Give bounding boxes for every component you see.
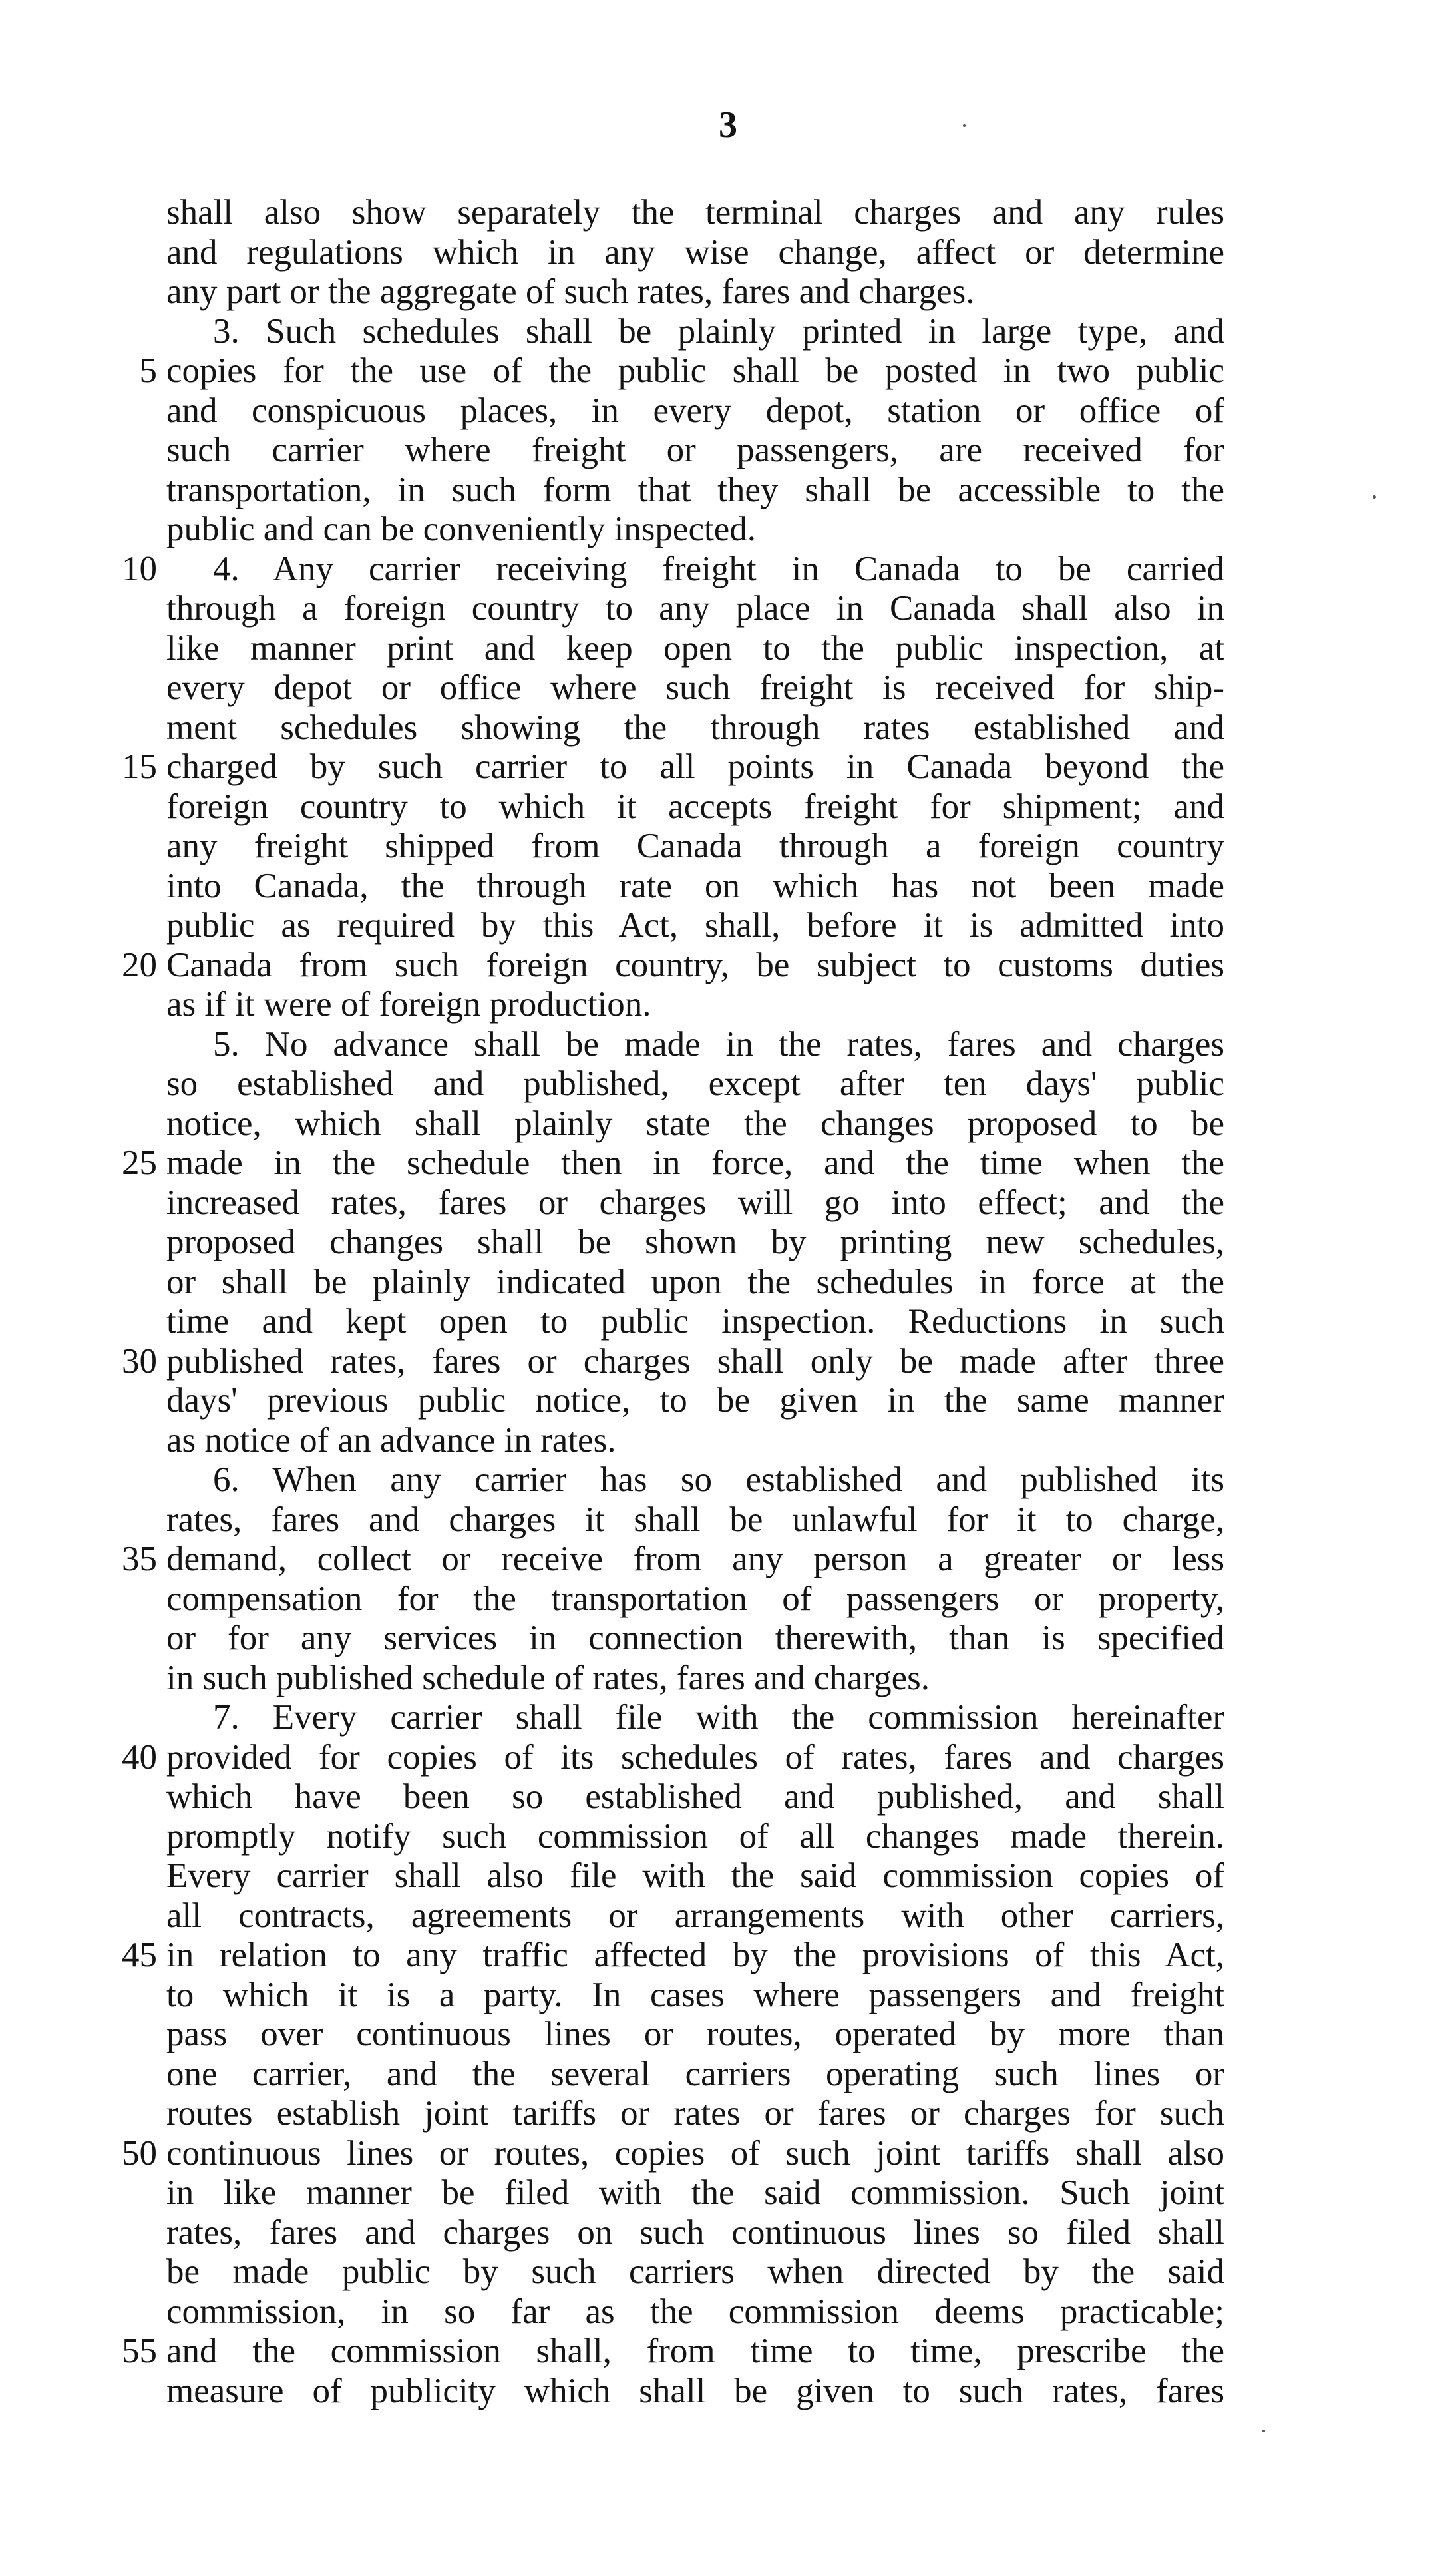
- text-line: 5. No advance shall be made in the rates, fares and charges: [213, 1024, 1224, 1064]
- text-line: one carrier, and the several carriers operating such lines or: [166, 2054, 1224, 2093]
- text-line: as notice of an advance in rates.: [166, 1420, 616, 1460]
- text-line: Every carrier shall also file with the said commission copies of: [166, 1856, 1224, 1895]
- text-line: published rates, fares or charges shall only be made after three: [166, 1341, 1224, 1381]
- text-line: compensation for the transportation of passengers or property,: [166, 1579, 1224, 1618]
- text-line: promptly notify such commission of all changes made therein.: [166, 1816, 1224, 1856]
- text-line: 4. Any carrier receiving freight in Canada to be carried: [213, 549, 1224, 588]
- text-line: pass over continuous lines or routes, operated by more than: [166, 2015, 1224, 2053]
- text-line: ment schedules showing the through rates established and: [166, 708, 1224, 747]
- text-line: as if it were of foreign production.: [166, 985, 651, 1024]
- line-number: 35: [122, 1540, 157, 1578]
- text-line: and conspicuous places, in every depot, station or office of: [166, 391, 1224, 430]
- line-number: 50: [122, 2133, 157, 2173]
- text-line: all contracts, agreements or arrangements with other carriers,: [166, 1896, 1224, 1935]
- speck-mark: [963, 124, 966, 127]
- line-number: 20: [122, 945, 157, 984]
- text-line: any part or the aggregate of such rates, fares and charges.: [166, 272, 975, 311]
- text-line: public as required by this Act, shall, before it is admitted into: [166, 906, 1224, 945]
- speck-mark: [1373, 495, 1376, 499]
- text-line: notice, which shall plainly state the changes proposed to be: [166, 1104, 1224, 1143]
- text-line: charged by such carrier to all points in Canada beyond the: [166, 747, 1224, 786]
- text-line: every depot or office where such freight is received for ship-: [166, 668, 1224, 707]
- text-line: and the commission shall, from time to time, prescribe the: [166, 2332, 1224, 2370]
- text-line: to which it is a party. In cases where passengers and freight: [166, 1975, 1224, 2014]
- speck-mark: [1262, 2430, 1265, 2432]
- line-number: 10: [122, 549, 157, 588]
- text-line: time and kept open to public inspection. Reductions in such: [166, 1302, 1224, 1341]
- text-line: and regulations which in any wise change, affect or determine: [166, 232, 1224, 272]
- text-line: which have been so established and published, and shall: [166, 1777, 1224, 1816]
- text-line: in like manner be filed with the said commission. Such joint: [166, 2173, 1224, 2212]
- line-number: 45: [122, 1936, 157, 1974]
- line-number: 5: [139, 351, 157, 390]
- text-line: rates, fares and charges on such continuous lines so filed shall: [166, 2213, 1224, 2252]
- text-line: rates, fares and charges it shall be unlawful for it to charge,: [166, 1500, 1224, 1539]
- text-line: increased rates, fares or charges will go into effect; and the: [166, 1183, 1224, 1222]
- text-line: routes establish joint tariffs or rates or fares or charges for such: [166, 2094, 1224, 2133]
- text-line: so established and published, except after ten days' public: [166, 1064, 1224, 1103]
- text-line: in such published schedule of rates, fares and charges.: [166, 1658, 930, 1697]
- text-line: or shall be plainly indicated upon the schedules in force at the: [166, 1262, 1224, 1301]
- text-line: made in the schedule then in force, and the time when the: [166, 1144, 1224, 1182]
- text-line: 3. Such schedules shall be plainly printed in large type, and: [213, 312, 1224, 351]
- text-line: any freight shipped from Canada through a foreign country: [166, 827, 1224, 865]
- text-line: provided for copies of its schedules of rates, fares and charges: [166, 1737, 1224, 1777]
- text-line: copies for the use of the public shall be posted in two public: [166, 351, 1224, 390]
- body-text: [122, 193, 1224, 2411]
- text-line: demand, collect or receive from any person a greater or less: [166, 1540, 1224, 1578]
- text-line: proposed changes shall be shown by printing new schedules,: [166, 1223, 1224, 1261]
- line-number: 30: [122, 1341, 157, 1381]
- text-line: or for any services in connection therewith, than is specified: [166, 1619, 1224, 1657]
- text-line: Canada from such foreign country, be subject to customs duties: [166, 945, 1224, 984]
- text-line: be made public by such carriers when directed by the said: [166, 2252, 1224, 2291]
- line-number: 40: [122, 1737, 157, 1777]
- line-number: 15: [122, 747, 157, 786]
- text-line: shall also show separately the terminal charges and any rules: [166, 193, 1224, 232]
- text-line: through a foreign country to any place in Canada shall also in: [166, 589, 1224, 628]
- page-number: 3: [719, 105, 737, 146]
- text-line: 6. When any carrier has so established and published its: [213, 1460, 1224, 1499]
- text-line: like manner print and keep open to the public inspection, at: [166, 628, 1224, 668]
- text-line: commission, in so far as the commission deems practicable;: [166, 2292, 1224, 2331]
- text-line: 7. Every carrier shall file with the commission hereinafter: [213, 1698, 1224, 1737]
- text-line: public and can be conveniently inspected.: [166, 510, 756, 548]
- text-line: foreign country to which it accepts freight for shipment; and: [166, 787, 1224, 826]
- text-line: in relation to any traffic affected by the provisions of this Act,: [166, 1936, 1224, 1974]
- text-line: transportation, in such form that they shall be accessible to the: [166, 470, 1224, 509]
- text-line: measure of publicity which shall be given to such rates, fares: [166, 2371, 1224, 2410]
- text-line: days' previous public notice, to be given in the same manner: [166, 1381, 1224, 1420]
- text-line: continuous lines or routes, copies of such joint tariffs shall also: [166, 2133, 1224, 2173]
- text-line: into Canada, the through rate on which has not been made: [166, 866, 1224, 905]
- line-number: 55: [122, 2332, 157, 2370]
- line-number: 25: [122, 1144, 157, 1182]
- text-line: such carrier where freight or passengers, are received for: [166, 431, 1224, 469]
